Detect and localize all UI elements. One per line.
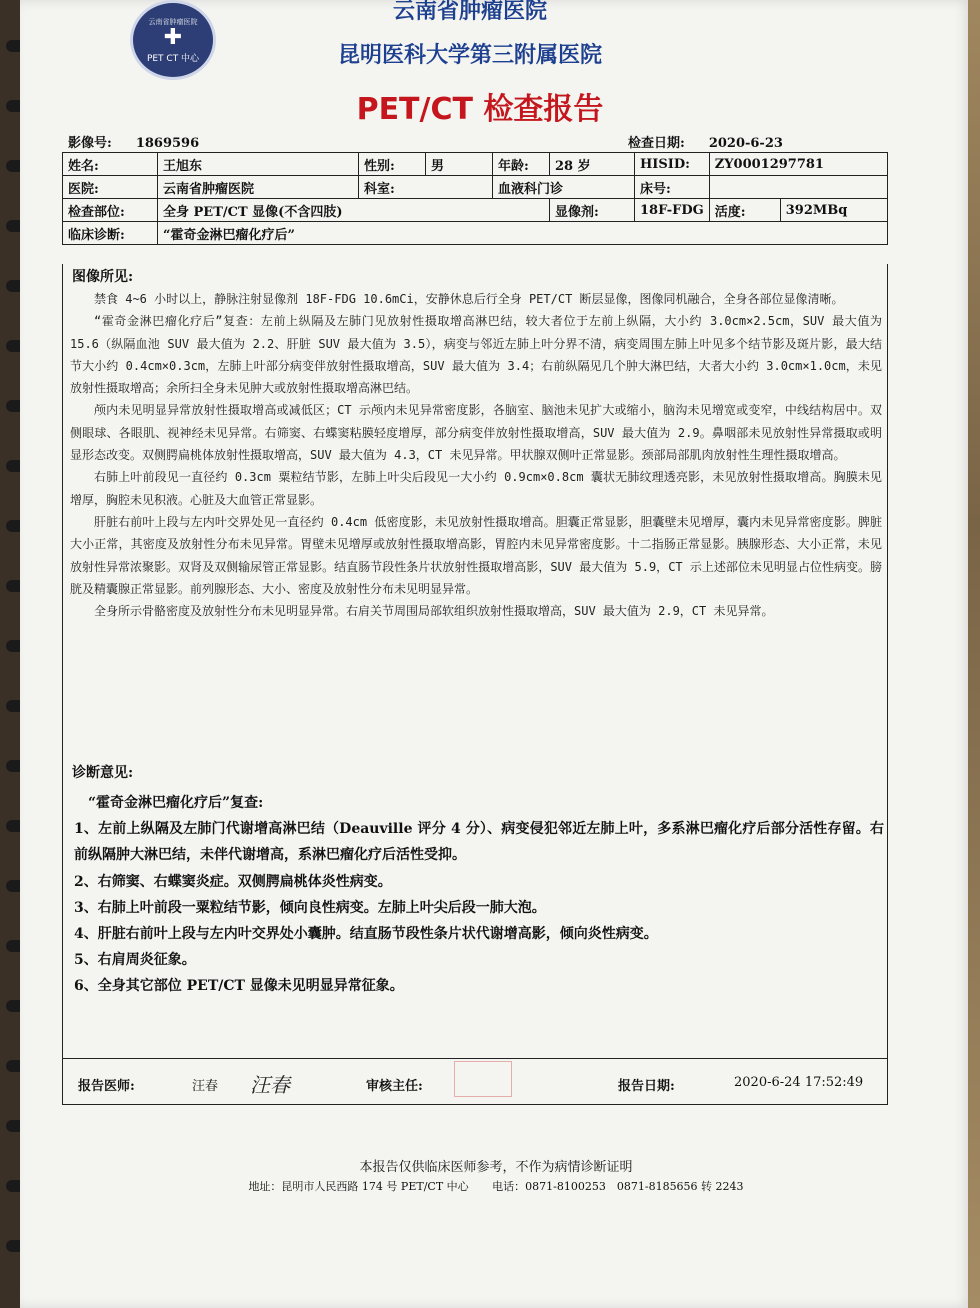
age-label: 年龄:: [493, 153, 550, 176]
image-number-value: 1869596: [135, 136, 200, 151]
clinical-dx-value: “霍奇金淋巴瘤化疗后”: [158, 222, 888, 245]
table-row: [63, 222, 888, 245]
logo-bottom-text: PET CT 中心: [146, 53, 200, 64]
footer-disclaimer: 本报告仅供临床医师参考，不作为病情诊断证明: [359, 1160, 633, 1175]
reviewer-label: 审核主任:: [366, 1079, 423, 1094]
image-number-label: 影像号:: [68, 136, 112, 151]
image-number: [68, 132, 199, 151]
hisid-label: HISID:: [635, 153, 710, 176]
age-value: 28 岁: [550, 153, 635, 176]
site-value: 全身 PET/CT 显像(不含四肢): [158, 199, 550, 222]
reporter-name: 汪春: [192, 1079, 219, 1094]
hospital-affiliation: 昆明医科大学第三附属医院: [337, 43, 602, 68]
footer-phone: 电话：0871-8100253 0871-8185656 转 2243: [492, 1180, 744, 1193]
diagnosis-item: 2、右筛窦、右蝶窦炎症。双侧腭扁桃体炎性病变。: [74, 873, 392, 890]
report-date-value: 2020-6-24 17:52:49: [734, 1075, 864, 1090]
table-row: [63, 153, 888, 176]
patient-info-table: [62, 152, 888, 245]
findings-paragraph: 禁食 4~6 小时以上，静脉注射显像剂 18F-FDG 10.6mCi，安静休息后行全身 PET/CT 断层显像，图像同机融合，全身各部位显像清晰。: [94, 292, 844, 306]
diagnosis-intro: “霍奇金淋巴瘤化疗后”复查:: [88, 795, 264, 811]
reviewer-stamp: [454, 1061, 512, 1097]
findings-paragraph: 颅内未见明显异常放射性摄取增高或减低区；CT 示颅内未见异常密度影，各脑室、脑池未见扩大或缩小，脑沟未见增宽或变窄，中线结构居中。双侧眼球、各眼肌、视神经未见异常。右筛窦、右蝶窦粘膜轻度增厚，部分病变伴放射性摄取增高，SUV 最大值为 2.9。鼻咽部未见放射性异常摄取或明显形态改变。双侧腭扁桃体放射性摄取增高，SUV 最大值为 4.3，CT 未见异常。甲状腺双侧叶正常显影。颈部局部肌肉放射性生理性摄取增高。: [70, 403, 882, 463]
name-value: 王旭东: [158, 153, 359, 176]
reporter-signature: 汪春: [250, 1073, 290, 1097]
diagnosis-item: 1、左前上纵隔及左肺门代谢增高淋巴结（Deauville 评分 4 分）、病变侵犯邻近左肺上叶，多系淋巴瘤化疗后部分活性存留。右前纵隔肿大淋巴结，未伴代谢增高，系淋巴瘤化疗后活性受抑。: [74, 821, 884, 864]
hisid-value: ZY0001297781: [709, 153, 887, 176]
name-label: 姓名:: [63, 153, 158, 176]
diagnosis-text: [74, 790, 884, 1000]
table-row: [63, 176, 888, 199]
exam-date-value: 2020-6-23: [708, 136, 783, 151]
footer-address: 地址：昆明市人民西路 174 号 PET/CT 中心: [248, 1180, 469, 1193]
sex-label: 性别:: [359, 153, 426, 176]
bed-label: 床号:: [635, 176, 710, 199]
findings-paragraph: 右肺上叶前段见一直径约 0.3cm 粟粒结节影，左肺上叶尖后段见一大小约 0.9cm×0.8cm 囊状无肺纹理透亮影，未见放射性摄取增高。胸膜未见增厚，胸腔未见积液。心脏及大血管正常显影。: [70, 470, 882, 507]
dept-value: 血液科门诊: [493, 176, 635, 199]
diagnosis-item: 4、肝脏右前叶上段与左内叶交界处小囊肿。结直肠节段性条片状代谢增高影，倾向炎性病变。: [74, 926, 658, 943]
signature-row: [62, 1058, 888, 1105]
diagnosis-item: 3、右肺上叶前段一粟粒结节影，倾向良性病变。左肺上叶尖后段一肺大泡。: [74, 899, 546, 916]
diagnosis-item: 6、全身其它部位 PET/CT 显像未见明显异常征象。: [74, 978, 404, 995]
findings-heading: 图像所见:: [72, 269, 134, 285]
bed-value: [709, 176, 887, 199]
sex-value: 男: [426, 153, 493, 176]
activity-value: 392MBq: [780, 199, 887, 222]
clinical-dx-label: 临床诊断:: [63, 222, 158, 245]
findings-paragraph: “霍奇金淋巴瘤化疗后”复查：左前上纵隔及左肺门见放射性摄取增高淋巴结，较大者位于左前上纵隔，大小约 3.0cm×2.5cm，SUV 最大值为 15.6（纵隔血池 SUV 最大值为 2.2、肝脏 SUV 最大值为 3.5），病变与邻近左肺上叶分界不清，病变周围左肺上叶见多个结节影及斑片影，最大结节大小约 0.4cm×0.3cm，左肺上叶部分病变伴放射性摄取增高，SUV 最大值为 3.4；右前纵隔见几个肿大淋巴结，大者大小约 3.0cm×1.0cm，未见放射性摄取增高；余所扫全身未见肿大或放射性摄取增高淋巴结。: [70, 314, 882, 396]
table-row: [63, 199, 888, 222]
report-title: PET/CT 检查报告: [356, 92, 604, 127]
reporter-label: 报告医师:: [78, 1079, 135, 1094]
diagnosis-item: 5、右肩周炎征象。: [74, 952, 196, 969]
dept-label: 科室:: [359, 176, 493, 199]
site-label: 检查部位:: [63, 199, 158, 222]
findings-paragraph: 肝脏右前叶上段与左内叶交界处见一直径约 0.4cm 低密度影，未见放射性摄取增高。胆囊正常显影，胆囊壁未见增厚，囊内未见异常密度影。脾脏大小正常，其密度及放射性分布未见异常。胃壁未见增厚或放射性摄取增高影，胃腔内未见异常密度影。十二指肠正常显影。胰腺形态、大小正常，未见放射性异常浓聚影。双肾及双侧输尿管正常显影。结直肠节段性条片状放射性摄取增高影，SUV 最大值为 5.9，CT 示上述部位未见明显占位性病变。膀胱及精囊腺正常显影。前列腺形态、大小、密度及放射性分布未见明显异常。: [70, 514, 882, 596]
activity-label: 活度:: [709, 199, 780, 222]
logo-top-text: 云南省肿瘤医院: [148, 17, 198, 26]
diagnosis-heading: 诊断意见:: [72, 765, 134, 781]
findings-text: [70, 288, 882, 622]
hospital-value: 云南省肿瘤医院: [158, 176, 359, 199]
medical-cross-icon: ✚: [163, 24, 183, 50]
hospital-name: 云南省肿瘤医院: [392, 0, 547, 24]
tracer-label: 显像剂:: [550, 199, 635, 222]
exam-date: [628, 132, 783, 151]
exam-date-label: 检查日期:: [628, 136, 685, 151]
hospital-label: 医院:: [63, 176, 158, 199]
report-date-label: 报告日期:: [618, 1079, 675, 1094]
hospital-logo: [130, 0, 216, 80]
table-edge: [968, 0, 980, 1308]
footer-contact: [20, 1178, 972, 1194]
tracer-value: 18F-FDG: [635, 199, 710, 222]
findings-paragraph: 全身所示骨骼密度及放射性分布未见明显异常。右肩关节周围局部软组织放射性摄取增高，SUV 最大值为 2.9，CT 未见异常。: [94, 604, 774, 619]
